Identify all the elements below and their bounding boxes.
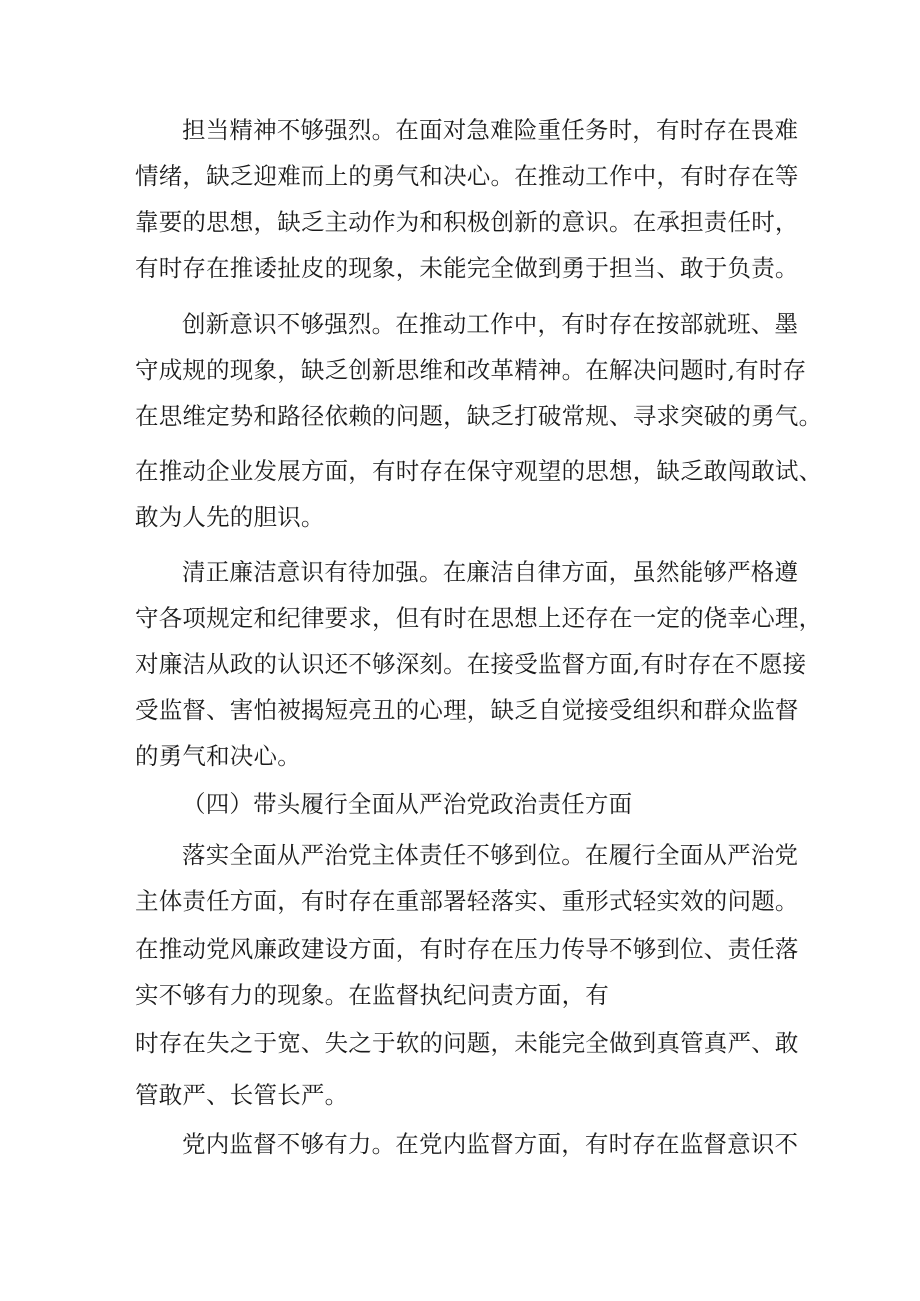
- paragraph-line: 创新意识不够强烈。在推动工作中，有时存在按部就班、墨: [182, 310, 799, 338]
- paragraph-line: 守成规的现象，缺乏创新思维和改革精神。在解决问题时,有时存: [135, 356, 807, 384]
- paragraph-line: 对廉洁从政的认识还不够深刻。在接受监督方面,有时存在不愿接: [135, 650, 807, 678]
- paragraph-line: 的勇气和决心。: [135, 742, 301, 770]
- paragraph-line: 靠要的思想，缺乏主动作为和积极创新的意识。在承担责任时，: [135, 208, 799, 236]
- paragraph-line: 在推动企业发展方面，有时存在保守观望的思想，缺乏敢闯敢试、: [135, 457, 823, 485]
- paragraph-line: 实不够有力的现象。在监督执纪问责方面，有: [135, 981, 609, 1009]
- paragraph-line: 情绪，缺乏迎难而上的勇气和决心。在推动工作中，有时存在等: [135, 162, 799, 190]
- paragraph-line: 担当精神不够强烈。在面对急难险重任务时，有时存在畏难: [182, 116, 799, 144]
- paragraph-line: 清正廉洁意识有待加强。在廉洁自律方面，虽然能够严格遵: [182, 558, 799, 586]
- paragraph-line: 时存在失之于宽、失之于软的问题，未能完全做到真管真严、敢: [135, 1029, 799, 1057]
- paragraph-line: 管敢严、长管长严。: [135, 1081, 349, 1109]
- paragraph-line: 落实全面从严治党主体责任不够到位。在履行全面从严治党: [182, 841, 799, 869]
- section-heading: （四）带头履行全面从严治党政治责任方面: [182, 790, 633, 818]
- paragraph-line: 受监督、害怕被揭短亮丑的心理，缺乏自觉接受组织和群众监督: [135, 696, 799, 724]
- paragraph-line: 在思维定势和路径依赖的问题，缺乏打破常规、寻求突破的勇气。: [135, 402, 823, 430]
- paragraph-line: 党内监督不够有力。在党内监督方面，有时存在监督意识不: [182, 1130, 799, 1158]
- paragraph-line: 守各项规定和纪律要求，但有时在思想上还存在一定的侥幸心理，: [135, 604, 823, 632]
- paragraph-line: 有时存在推诿扯皮的现象，未能完全做到勇于担当、敢于负责。: [135, 254, 799, 282]
- paragraph-line: 敢为人先的胆识。: [135, 503, 325, 531]
- paragraph-line: 主体责任方面，有时存在重部署轻落实、重形式轻实效的问题。: [135, 887, 799, 915]
- paragraph-line: 在推动党风廉政建设方面，有时存在压力传导不够到位、责任落: [135, 935, 799, 963]
